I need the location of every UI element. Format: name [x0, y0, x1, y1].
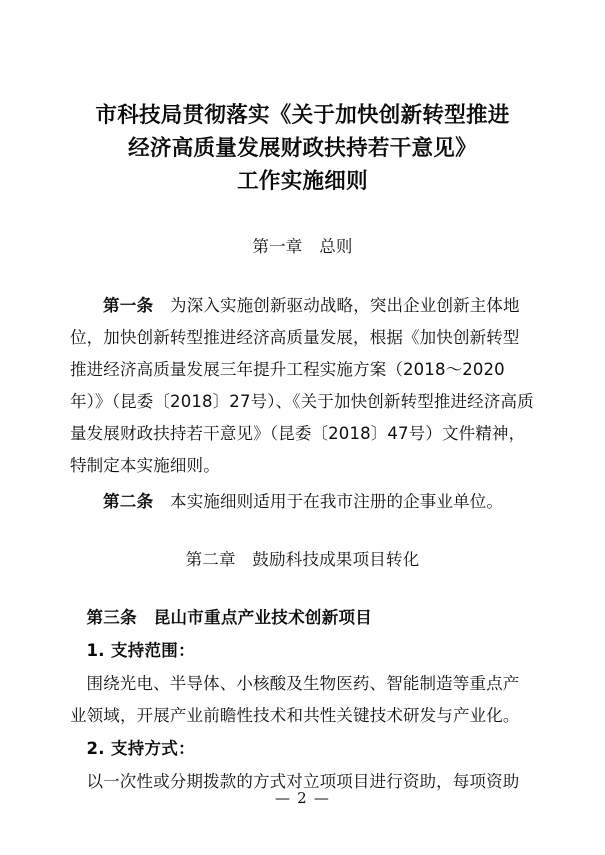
article-1-paragraph — [70, 290, 535, 482]
article-1-label: 第一条 — [103, 296, 154, 315]
article-3-item-2-body: 以一次性或分期拨款的方式对立项项目进行资助，每项资助 — [86, 772, 520, 791]
article-3-item-1-body: 围绕光电、半导体、小核酸及生物医药、智能制造等重点产业领域，开展产业前瞻性技术和共性关键技术研发与产业化。 — [70, 674, 520, 725]
article-1-body: 为深入实施创新驱动战略，突出企业创新主体地位，加快创新转型推进经济高质量发展，根据《加快创新转型推进经济高质量发展三年提升工程实施方案（2018～2020年）》（昆委〔2018〕27号）、《关于加快创新转型推进经济高质量发展财政扶持若干意见》（昆委〔2018〕47号）文件精神，特制定本实施细则。 — [70, 296, 534, 475]
article-2-body: 本实施细则适用于在我市注册的企事业单位。 — [153, 492, 504, 511]
article-3-item-1-heading: 1. 支持范围： — [86, 641, 195, 660]
document-title-line-2: 经济高质量发展财政扶持若干意见》 — [128, 136, 477, 161]
document-title — [70, 0, 535, 198]
article-2-paragraph — [70, 486, 535, 518]
article-3-heading: 第三条 昆山市重点产业技术创新项目 — [86, 608, 373, 627]
article-2-label: 第二条 — [103, 492, 154, 511]
page-number: — 2 — — [274, 789, 331, 807]
document-title-line-3: 工作实施细则 — [237, 169, 368, 194]
chapter-2-heading: 第二章 鼓励科技成果项目转化 — [185, 550, 420, 569]
chapter-1-heading: 第一章 总则 — [252, 237, 353, 256]
article-3-item-2-heading: 2. 支持方式： — [86, 739, 195, 758]
document-title-line-1: 市科技局贯彻落实《关于加快创新转型推进 — [95, 103, 510, 128]
